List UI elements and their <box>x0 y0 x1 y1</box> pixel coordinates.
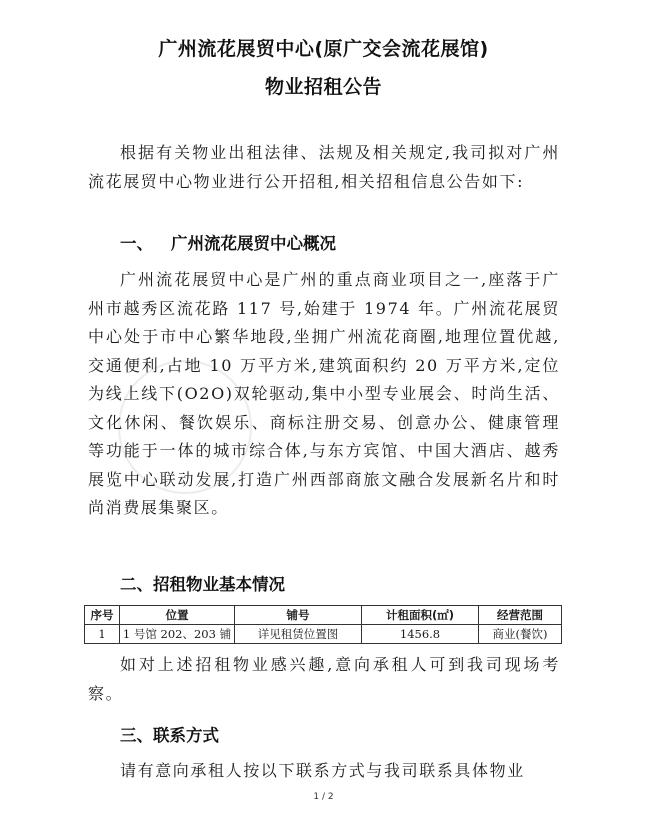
intro-paragraph: 根据有关物业出租法律、法规及相关规定,我司拟对广州流花展贸中心物业进行公开招租,相关招租信息公告如下: <box>88 143 560 191</box>
rental-property-table <box>84 605 562 644</box>
table-header-cell: 序号 <box>85 606 120 625</box>
section1-heading <box>120 230 336 254</box>
page-number: 1 / 2 <box>313 792 334 802</box>
section1-number: 一、 <box>120 234 153 253</box>
table-cell: 1456.8 <box>362 625 479 644</box>
table-row <box>85 625 562 644</box>
table-header-cell: 铺号 <box>235 606 362 625</box>
table-header-cell: 计租面积(㎡) <box>362 606 479 625</box>
table-header-cell: 位置 <box>120 606 235 625</box>
section3-heading: 三、联系方式 <box>120 726 219 745</box>
section1-title: 广州流花展贸中心概况 <box>171 234 336 253</box>
table-cell: 商业(餐饮) <box>479 625 562 644</box>
section1-body: 广州流花展贸中心是广州的重点商业项目之一,座落于广州市越秀区流花路 117 号,始建于 1974 年。广州流花展贸中心处于市中心繁华地段,坐拥广州流花商圈,地理位置优越,交通便利,占地 10 万平方米,建筑面积约 20 万平方米,定位为线上线下(O2O)双轮驱动,集中小型专业展会、时尚生活、文化休闲、餐饮娱乐、商标注册交易、创意办公、健康管理等功能于一体的城市综合体,与东方宾馆、中国大酒店、越秀展览中心联动发展,打造广州西部商旅文融合发展新名片和时尚消费展集聚区。 <box>88 270 560 517</box>
table-header-row <box>85 606 562 625</box>
table-header-cell: 经营范围 <box>479 606 562 625</box>
table-cell: 1 号馆 202、203 铺 <box>120 625 235 644</box>
section3-body: 请有意向承租人按以下联系方式与我司联系具体物业 <box>120 761 525 780</box>
table-cell: 1 <box>85 625 120 644</box>
table-cell: 详见租赁位置图 <box>235 625 362 644</box>
document-title-line1: 广州流花展贸中心(原广交会流花展馆) <box>158 38 489 60</box>
section2-note: 如对上述招租物业感兴趣,意向承租人可到我司现场考察。 <box>88 655 560 703</box>
section2-heading: 二、招租物业基本情况 <box>120 575 285 594</box>
document-title-line2: 物业招租公告 <box>264 76 382 98</box>
